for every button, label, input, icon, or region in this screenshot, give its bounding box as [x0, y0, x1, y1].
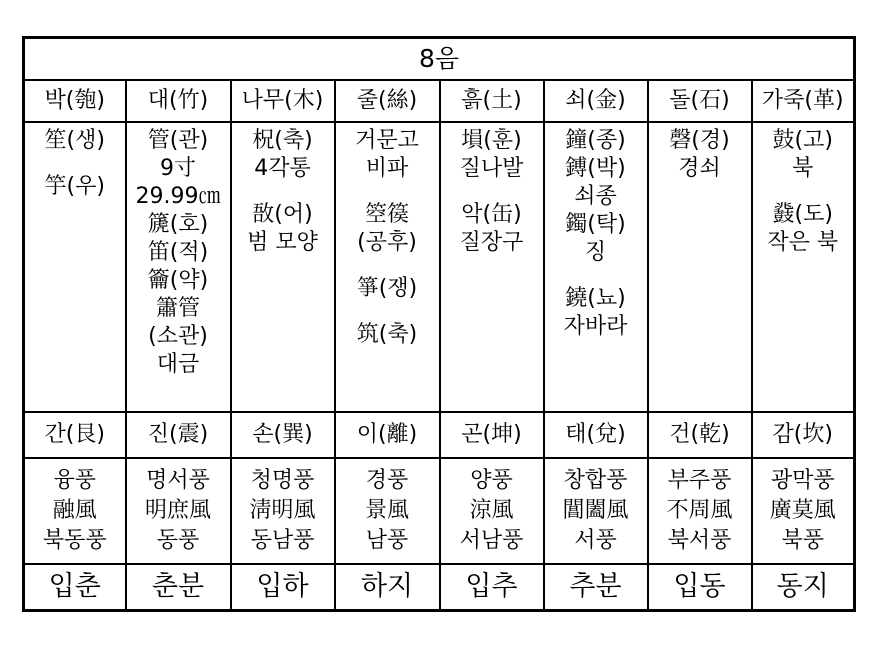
content-line: 질나발	[459, 156, 524, 181]
content-line: 管(관)	[147, 128, 209, 153]
season-cell: 입동	[648, 564, 752, 611]
season-cell: 동지	[752, 564, 855, 611]
wind-line: 景風	[364, 498, 409, 523]
spacer	[336, 183, 439, 201]
trigram-cell: 손(巽)	[231, 412, 335, 458]
wind-line: 북동풍	[42, 528, 107, 553]
content-line: 簫管	[155, 296, 200, 321]
wind-line: 동남풍	[250, 528, 315, 553]
content-line: 塤(훈)	[461, 128, 522, 153]
season-cell: 춘분	[126, 564, 231, 611]
wind-cell	[126, 458, 231, 564]
trigram-cell: 간(艮)	[24, 412, 126, 458]
content-line: 箏(쟁)	[356, 276, 418, 301]
content-line: 筑(축)	[356, 322, 418, 347]
content-cell	[24, 122, 126, 412]
content-line: 籥(약)	[147, 268, 209, 293]
wind-line: 명서풍	[146, 468, 210, 493]
content-line: 鼗(도)	[772, 202, 833, 227]
content-cell	[440, 122, 544, 412]
eight-sounds-table	[22, 36, 856, 612]
content-cell	[126, 122, 231, 412]
content-line: 箜篌	[364, 202, 409, 227]
content-line: 鎛(박)	[565, 156, 626, 181]
content-line: 9寸	[160, 156, 196, 181]
table-title: 8음	[24, 38, 855, 81]
wind-line: 明庶風	[144, 498, 211, 523]
wind-cell	[648, 458, 752, 564]
instrument-cell: 대(竹)	[126, 80, 231, 122]
season-cell: 입춘	[24, 564, 126, 611]
spacer	[753, 183, 854, 201]
wind-line: 동풍	[156, 528, 200, 553]
content-cell	[231, 122, 335, 412]
content-line: 鐘(종)	[565, 128, 626, 153]
spacer	[545, 267, 647, 285]
wind-line: 不周風	[666, 498, 733, 523]
trigram-cell: 감(坎)	[752, 412, 855, 458]
trigram-cell: 이(離)	[335, 412, 440, 458]
season-cell: 입하	[231, 564, 335, 611]
instrument-cell: 나무(木)	[231, 80, 335, 122]
wind-line: 淸明風	[249, 498, 316, 523]
wind-line: 융풍	[53, 468, 96, 493]
content-line: 북	[792, 156, 814, 181]
spacer	[25, 155, 125, 173]
trigram-cell: 진(震)	[126, 412, 231, 458]
content-line: 鐲(탁)	[565, 212, 626, 237]
wind-line: 창합풍	[563, 468, 628, 493]
content-line: 자바라	[563, 314, 628, 339]
instrument-cell: 줄(絲)	[335, 80, 440, 122]
wind-line: 閶闔風	[562, 498, 629, 523]
content-line: 쇠종	[574, 184, 617, 209]
content-line: 경쇠	[678, 156, 721, 181]
season-cell: 입추	[440, 564, 544, 611]
wind-cell	[335, 458, 440, 564]
spacer	[441, 183, 543, 201]
content-line: 질장구	[459, 230, 524, 255]
wind-line: 경풍	[365, 468, 409, 493]
instrument-cell: 흙(土)	[440, 80, 544, 122]
trigram-cell: 곤(坤)	[440, 412, 544, 458]
content-line: 거문고	[355, 128, 419, 153]
content-line: 鼓(고)	[772, 128, 833, 153]
wind-line: 涼風	[469, 498, 514, 523]
wind-line: 서남풍	[459, 528, 524, 553]
content-line: 악(缶)	[461, 202, 522, 227]
instrument-cell: 돌(石)	[648, 80, 752, 122]
wind-cell	[544, 458, 648, 564]
content-line: 笛(적)	[147, 240, 209, 265]
wind-line: 북풍	[781, 528, 824, 553]
content-cell	[544, 122, 648, 412]
spacer	[336, 303, 439, 321]
content-line: 篪(호)	[147, 212, 209, 237]
trigram-cell: 태(兌)	[544, 412, 648, 458]
content-line: 대금	[156, 352, 200, 377]
wind-cell	[24, 458, 126, 564]
spacer	[336, 257, 439, 275]
wind-cell	[440, 458, 544, 564]
wind-line: 서풍	[574, 528, 617, 553]
wind-line: 광막풍	[770, 468, 835, 493]
wind-line: 融風	[52, 498, 97, 523]
content-line: (소관)	[148, 324, 208, 349]
wind-line: 남풍	[365, 528, 409, 553]
spacer	[232, 183, 334, 201]
content-line: 범 모양	[247, 230, 318, 255]
content-line: 작은 북	[767, 230, 839, 255]
instrument-cell: 박(匏)	[24, 80, 126, 122]
content-line: 징	[584, 240, 607, 265]
content-line: 29.99㎝	[135, 184, 221, 209]
wind-cell	[231, 458, 335, 564]
content-line: 鐃(뇨)	[565, 286, 626, 311]
season-cell: 하지	[335, 564, 440, 611]
content-cell	[335, 122, 440, 412]
wind-line: 청명풍	[250, 468, 315, 493]
wind-line: 양풍	[470, 468, 513, 493]
instrument-cell: 가죽(革)	[752, 80, 855, 122]
wind-line: 부주풍	[667, 468, 732, 493]
content-line: 竽(우)	[44, 174, 105, 199]
content-line: 柷(축)	[252, 128, 313, 153]
trigram-cell: 건(乾)	[648, 412, 752, 458]
content-line: 笙(생)	[44, 128, 105, 153]
wind-line: 북서풍	[667, 528, 732, 553]
content-cell	[648, 122, 752, 412]
content-line: (공후)	[357, 230, 417, 255]
wind-cell	[752, 458, 855, 564]
instrument-cell: 쇠(金)	[544, 80, 648, 122]
content-line: 敔(어)	[252, 202, 313, 227]
season-cell: 추분	[544, 564, 648, 611]
content-line: 磬(경)	[669, 128, 730, 153]
content-line: 비파	[365, 156, 409, 181]
wind-line: 廣莫風	[769, 498, 836, 523]
content-line: 4각통	[254, 156, 311, 181]
content-cell	[752, 122, 855, 412]
